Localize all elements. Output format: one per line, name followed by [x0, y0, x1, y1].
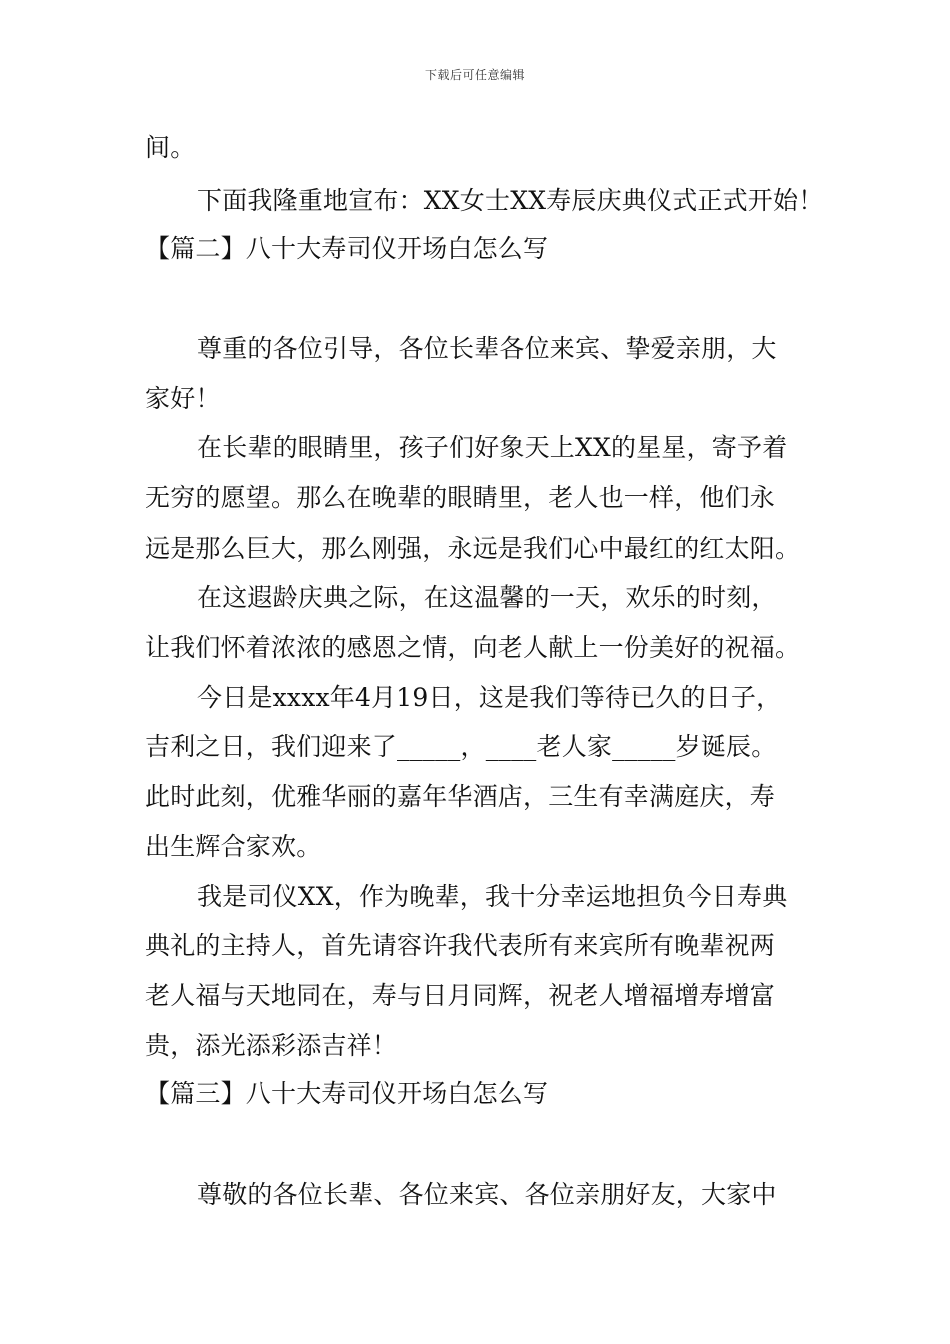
body-line: 尊敬的各位长辈、各位来宾、各位亲朋好友，大家中: [197, 1180, 777, 1209]
body-line: 间。: [145, 133, 196, 162]
page-header: 下载后可任意编辑: [424, 68, 525, 82]
body-line: 远是那么巨大，那么刚强，永远是我们心中最红的红太阳。: [145, 534, 801, 563]
body-line: 今日是xxxx年4月19日，这是我们等待已久的日子，: [197, 683, 782, 712]
body-line: 无穷的愿望。那么在晚辈的眼睛里，老人也一样，他们永: [145, 483, 776, 512]
body-line: 吉利之日，我们迎来了_____，____老人家_____岁诞辰。: [145, 732, 777, 761]
body-line: 贵，添光添彩添吉祥！: [145, 1031, 398, 1060]
body-line: 让我们怀着浓浓的感恩之情，向老人献上一份美好的祝福。: [145, 633, 801, 662]
body-line: 老人福与天地同在，寿与日月同辉，祝老人增福增寿增富: [145, 981, 776, 1010]
body-line: 下面我隆重地宣布：XX女士XX寿辰庆典仪式正式开始！: [197, 186, 824, 215]
section-heading: 【篇二】八十大寿司仪开场白怎么写: [145, 234, 549, 263]
body-line: 典礼的主持人，首先请容许我代表所有来宾所有晚辈祝两: [145, 931, 776, 960]
body-line: 出生辉合家欢。: [145, 832, 322, 861]
body-line: 在这遐龄庆典之际，在这温馨的一天，欢乐的时刻，: [197, 583, 777, 612]
body-line: 家好！: [145, 384, 221, 413]
section-heading: 【篇三】八十大寿司仪开场白怎么写: [145, 1079, 549, 1108]
body-line: 尊重的各位引导，各位长辈各位来宾、挚爱亲朋，大: [197, 334, 777, 363]
body-line: 在长辈的眼睛里，孩子们好象天上XX的星星，寄予着: [197, 433, 788, 462]
body-line: 此时此刻，优雅华丽的嘉年华酒店，三生有幸满庭庆，寿: [145, 782, 776, 811]
body-line: 我是司仪XX，作为晚辈，我十分幸运地担负今日寿典: [197, 882, 788, 911]
